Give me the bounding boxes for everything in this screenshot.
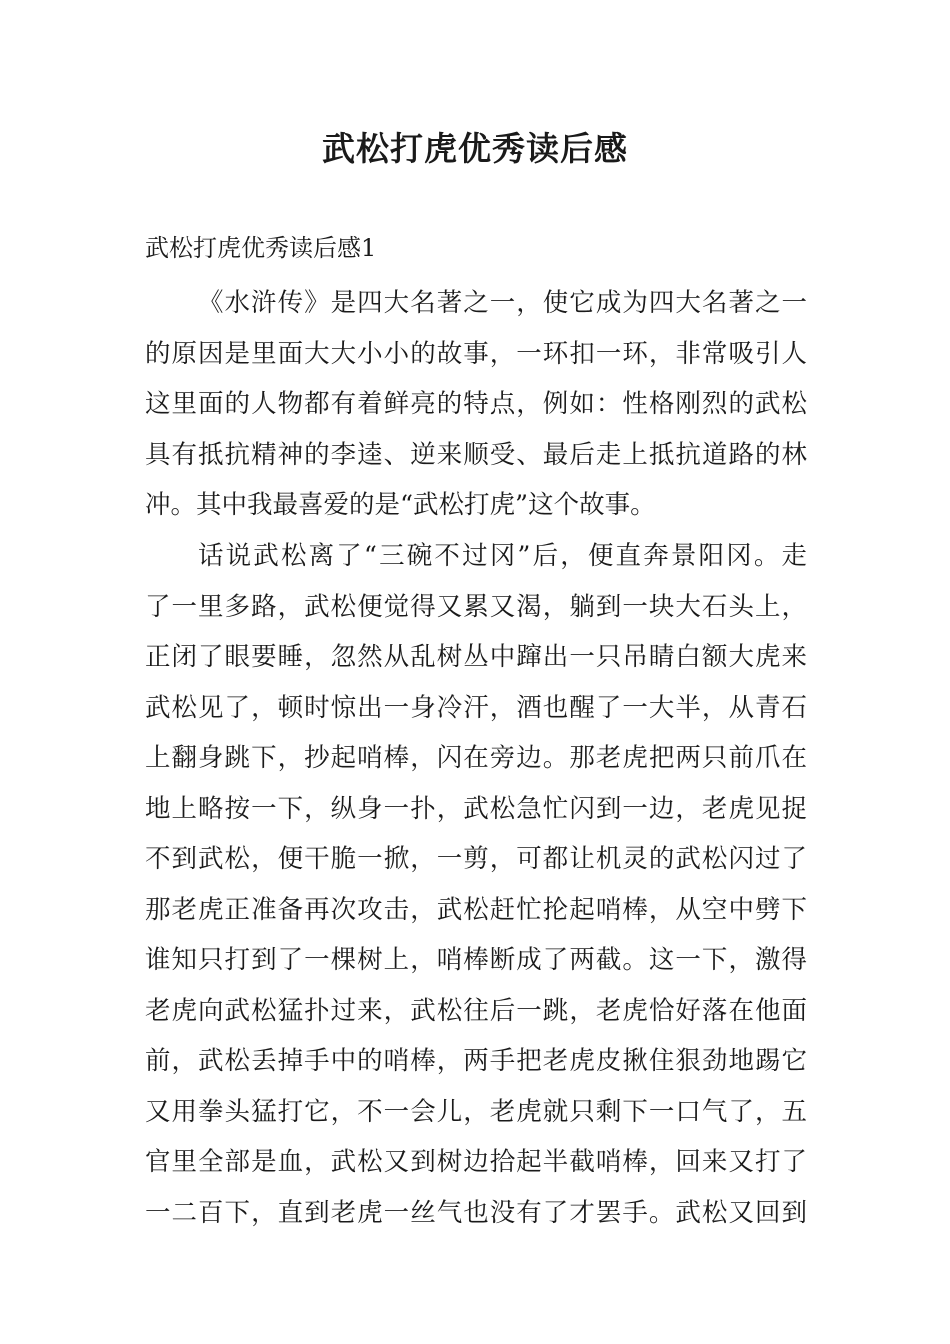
document-title: 武松打虎优秀读后感 [322,129,628,168]
paragraph-line: 的原因是里面大大小小的故事，一环扣一环，非常吸引人 [145,338,807,369]
paragraph-2 [145,531,807,1238]
paragraph-line: 正闭了眼要睡，忽然从乱树丛中蹿出一只吊睛白额大虎来 [145,642,807,672]
paragraph-line: 话说武松离了“三碗不过冈”后，便直奔景阳冈。走 [198,541,807,571]
paragraph-line: 一二百下，直到老虎一丝气也没有了才罢手。武松又回到 [145,1197,807,1228]
paragraph-line: 谁知只打到了一棵树上，哨棒断成了两截。这一下，激得 [145,945,807,975]
paragraph-line: 武松见了，顿时惊出一身冷汗，酒也醒了一大半，从青石 [145,692,807,723]
paragraph-line: 具有抵抗精神的李逵、逆来顺受、最后走上抵抗道路的林 [145,439,807,470]
paragraph-line: 又用拳头猛打它，不一会儿，老虎就只剩下一口气了，五 [145,1096,807,1127]
paragraph-line: 了一里多路，武松便觉得又累又渴，躺到一块大石头上， [145,591,807,622]
paragraph-line: 老虎向武松猛扑过来，武松往后一跳，老虎恰好落在他面 [145,995,807,1026]
paragraph-line: 前，武松丢掉手中的哨棒，两手把老虎皮揪住狠劲地踢它 [145,1046,807,1076]
paragraph-line: 不到武松，便干脆一掀，一剪，可都让机灵的武松闪过了 [145,844,807,874]
paragraph-line: 这里面的人物都有着鲜亮的特点，例如：性格刚烈的武松 [145,389,807,419]
paragraph-1 [145,278,807,531]
paragraph-line: 上翻身跳下，抄起哨棒，闪在旁边。那老虎把两只前爪在 [145,743,807,773]
paragraph-line: 官里全部是血，武松又到树边拾起半截哨棒，回来又打了 [145,1147,807,1177]
section-heading: 武松打虎优秀读后感1 [145,234,377,262]
paragraph-line: 冲。其中我最喜爱的是“武松打虎”这个故事。 [145,490,656,520]
paragraph-line: 那老虎正准备再次攻击，武松赶忙抡起哨棒，从空中劈下 [145,894,807,925]
paragraph-line: 《水浒传》是四大名著之一，使它成为四大名著之一 [198,288,807,318]
paragraph-line: 地上略按一下，纵身一扑，武松急忙闪到一边，老虎见捉 [145,793,807,824]
